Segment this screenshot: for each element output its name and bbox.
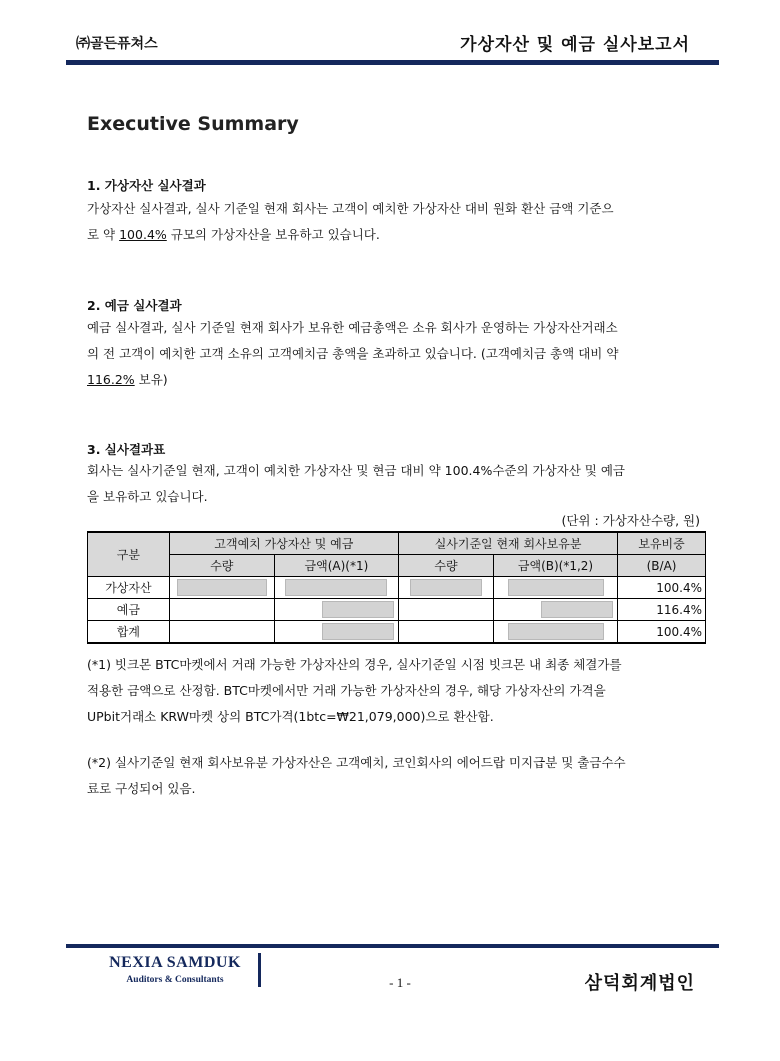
row-label: 예금 — [88, 599, 170, 621]
note2-line2: 료로 구성되어 있음. — [87, 781, 196, 796]
table-header-row — [88, 532, 706, 555]
section2-line3-post: 보유) — [134, 372, 168, 387]
row-ratio: 100.4% — [618, 577, 706, 599]
note1-line2: 적용한 금액으로 산정함. BTC마켓에서만 거래 가능한 가상자산의 경우, 해당 가상자산의 가격을 — [87, 683, 606, 698]
section1-line2 — [87, 222, 703, 248]
footer-rule — [66, 944, 719, 948]
section3-heading: 3. 실사결과표 — [87, 442, 166, 457]
auditor-logo — [100, 954, 250, 985]
redaction-block — [322, 623, 394, 640]
header-rule — [66, 60, 719, 65]
section1-line2-post: 규모의 가상자산을 보유하고 있습니다. — [166, 227, 380, 242]
redacted-cell — [493, 577, 617, 599]
redacted-cell — [274, 621, 398, 644]
col-ratio: 보유비중 — [618, 532, 706, 555]
table-unit: (단위 : 가상자산수량, 원) — [561, 513, 700, 528]
redaction-block — [410, 579, 482, 596]
redacted-cell — [274, 577, 398, 599]
col-amt-a: 금액(A)(*1) — [274, 555, 398, 577]
section3-line1: 회사는 실사기준일 현재, 고객이 예치한 가상자산 및 현금 대비 약 100.4%수준의 가상자산 및 예금 — [87, 463, 625, 478]
col-amt-b: 금액(B)(*1,2) — [493, 555, 617, 577]
note2-line1: (*2) 실사기준일 현재 회사보유분 가상자산은 고객예치, 코인회사의 에어드랍 미지급분 및 출금수수 — [87, 755, 626, 770]
row-label: 가상자산 — [88, 577, 170, 599]
section1-paragraph — [87, 196, 703, 248]
col-category: 구분 — [88, 532, 170, 577]
page-number: - 1 - — [389, 975, 411, 990]
redaction-block — [177, 579, 267, 596]
row-label: 합계 — [88, 621, 170, 644]
row-ratio: 100.4% — [618, 621, 706, 644]
table-row — [88, 577, 706, 599]
result-table — [87, 531, 706, 644]
section2-heading: 2. 예금 실사결과 — [87, 298, 182, 313]
firm-name: 삼덕회계법인 — [584, 973, 695, 994]
col-qty-a: 수량 — [169, 555, 274, 577]
table-row — [88, 599, 706, 621]
document-title: 가상자산 및 예금 실사보고서 — [460, 35, 690, 55]
note-1 — [87, 652, 703, 730]
section3-line2: 을 보유하고 있습니다. — [87, 489, 208, 504]
page-title: Executive Summary — [87, 113, 299, 135]
logo-subtitle: Auditors & Consultants — [126, 975, 224, 985]
redaction-block — [541, 601, 613, 618]
company-name: ㈜골든퓨쳐스 — [76, 36, 158, 52]
row-ratio: 116.4% — [618, 599, 706, 621]
redacted-cell — [493, 599, 617, 621]
logo-name: NEXIA SAMDUK — [109, 954, 241, 971]
section1-line1: 가상자산 실사결과, 실사 기준일 현재 회사는 고객이 예치한 가상자산 대비 원화 환산 금액 기준으 — [87, 201, 614, 216]
note1-line3: UPbit거래소 KRW마켓 상의 BTC가격(1btc=₩21,079,000)으로 환산함. — [87, 709, 494, 724]
table-row — [88, 621, 706, 644]
section2-paragraph — [87, 315, 703, 393]
redacted-cell — [493, 621, 617, 644]
table-subheader-row — [88, 555, 706, 577]
col-ratio-sub: (B/A) — [618, 555, 706, 577]
empty-cell — [399, 621, 494, 644]
redaction-block — [285, 579, 387, 596]
section2-ratio: 116.2% — [87, 372, 135, 387]
section2-line1: 예금 실사결과, 실사 기준일 현재 회사가 보유한 예금총액은 소유 회사가 운영하는 가상자산거래소 — [87, 320, 618, 335]
redacted-cell — [274, 599, 398, 621]
section2-line3 — [87, 367, 703, 393]
col-qty-b: 수량 — [399, 555, 494, 577]
redacted-cell — [399, 577, 494, 599]
col-group-company: 실사기준일 현재 회사보유분 — [399, 532, 618, 555]
section1-heading: 1. 가상자산 실사결과 — [87, 178, 206, 193]
note1-line1: (*1) 빗크몬 BTC마켓에서 거래 가능한 가상자산의 경우, 실사기준일 시점 빗크몬 내 최종 체결가를 — [87, 657, 622, 672]
redaction-block — [508, 623, 604, 640]
empty-cell — [169, 599, 274, 621]
redaction-block — [508, 579, 604, 596]
logo-divider — [258, 953, 261, 987]
note-2 — [87, 750, 703, 802]
empty-cell — [169, 621, 274, 644]
section1-ratio: 100.4% — [119, 227, 167, 242]
redacted-cell — [169, 577, 274, 599]
empty-cell — [399, 599, 494, 621]
section2-line2: 의 전 고객이 예치한 고객 소유의 고객예치금 총액을 초과하고 있습니다. (고객예치금 총액 대비 약 — [87, 346, 619, 361]
redaction-block — [322, 601, 394, 618]
col-group-customer: 고객예치 가상자산 및 예금 — [169, 532, 398, 555]
section3-paragraph — [87, 458, 703, 510]
section1-line2-pre: 로 약 — [87, 227, 120, 242]
